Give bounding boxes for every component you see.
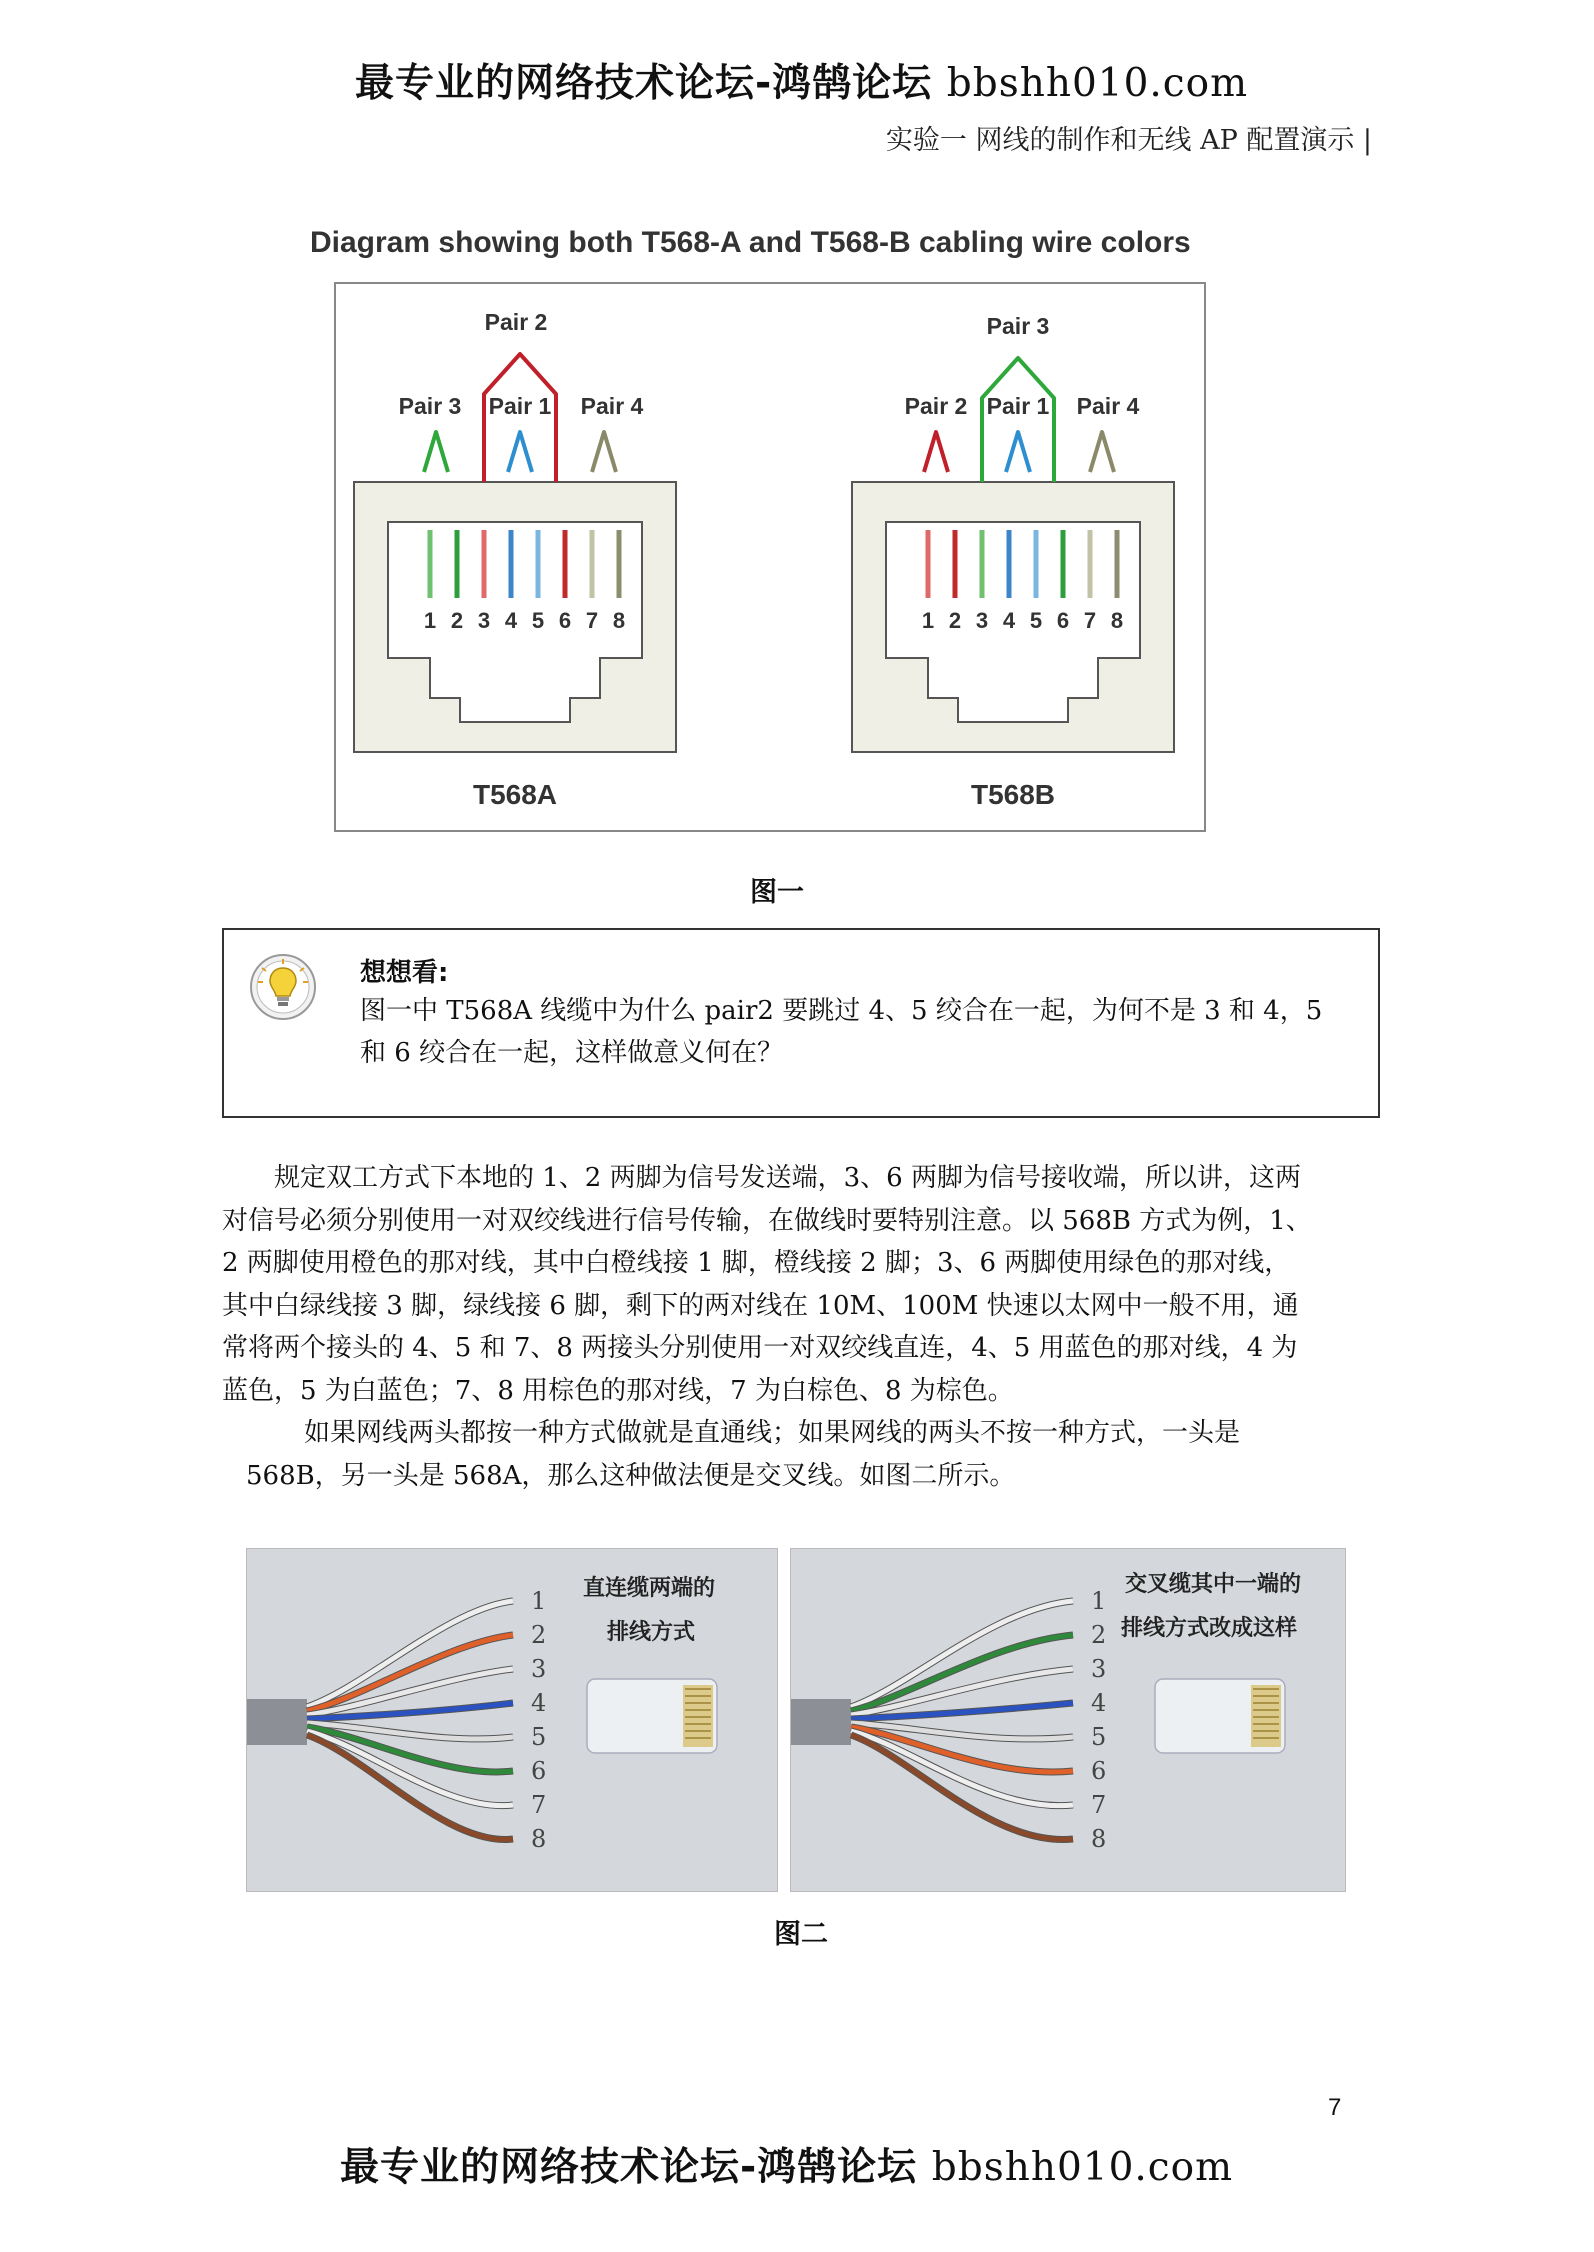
crossover-label-1: 交叉缆其中一端的 <box>1125 1572 1302 1597</box>
figure1-title: Diagram showing both T568-A and T568-B cabling wire colors <box>310 226 1191 259</box>
crossover-cable-wires <box>791 1549 1345 1891</box>
body-line-4: 其中白绿线接 3 脚，绿线接 6 脚，剩下的两对线在 10M、100M 快速以太网中一般不用，通 <box>222 1290 1299 1321</box>
wire-number: 4 <box>1091 1689 1107 1717</box>
straight-label-1: 直连缆两端的 <box>583 1576 716 1601</box>
pin-number: 3 <box>975 608 989 633</box>
wire-number: 1 <box>1091 1587 1107 1615</box>
think-line-1: 图一中 T568A 线缆中为什么 pair2 要跳过 4、5 绞合在一起，为何不是 3 和 4，5 <box>360 996 1323 1026</box>
pin-number: 6 <box>1056 608 1070 633</box>
header-site-link[interactable]: bbshh010.com <box>946 61 1249 106</box>
body-line-7: 如果网线两头都按一种方式做就是直通线；如果网线的两头不按一种方式，一头是 <box>304 1418 1241 1448</box>
wire-number: 8 <box>531 1825 547 1853</box>
standard-name: T568A <box>472 779 558 810</box>
cable-jacket <box>247 1699 307 1745</box>
wire-number: 8 <box>1091 1825 1107 1853</box>
think-line-2: 和 6 绞合在一起，这样做意义何在？ <box>360 1038 784 1068</box>
header-banner-text: 最专业的网络技术论坛-鸿鹄论坛 <box>355 61 933 106</box>
header-banner <box>355 52 1248 108</box>
body-line-5: 常将两个接头的 4、5 和 7、8 两接头分别使用一对双绞线直连，4、5 用蓝色的那对线，4 为 <box>222 1333 1298 1363</box>
header-subtitle: 实验一 网线的制作和无线 AP 配置演示 | <box>885 125 1372 156</box>
wire-number: 5 <box>531 1723 547 1751</box>
pin-number: 8 <box>1110 608 1124 633</box>
standard-name: T568B <box>970 779 1056 810</box>
wire-number: 5 <box>1091 1723 1107 1751</box>
pin-number: 5 <box>531 608 545 633</box>
straight-cable-photo <box>246 1548 778 1892</box>
wire-number: 2 <box>531 1621 547 1649</box>
crossover-cable-photo <box>790 1548 1346 1892</box>
pair-label: Pair 1 <box>488 393 552 419</box>
pair-label: Pair 3 <box>986 313 1050 339</box>
pin-number: 1 <box>921 608 935 633</box>
footer-banner <box>340 2136 1233 2192</box>
cable-jacket <box>791 1699 851 1745</box>
pair-label: Pair 1 <box>986 393 1050 419</box>
pin-number: 4 <box>504 608 518 633</box>
page-number: 7 <box>1328 2094 1342 2121</box>
body-line-1: 规定双工方式下本地的 1、2 两脚为信号发送端，3、6 两脚为信号接收端，所以讲，这两 <box>274 1163 1301 1193</box>
pin-number: 1 <box>423 608 437 633</box>
crossover-label-2: 排线方式改成这样 <box>1121 1616 1298 1641</box>
figure1-diagram <box>334 282 1206 832</box>
wire-number: 7 <box>1091 1791 1107 1819</box>
pin-number: 4 <box>1002 608 1016 633</box>
pair-label: Pair 2 <box>904 393 968 419</box>
body-line-2: 对信号必须分别使用一对双绞线进行信号传输，在做线时要特别注意。以 568B 方式为例，1、 <box>222 1205 1312 1236</box>
pin-number: 3 <box>477 608 491 633</box>
pair-label: Pair 2 <box>484 309 548 335</box>
figure2-caption: 图二 <box>774 1919 828 1950</box>
think-title: 想想看: <box>360 958 449 988</box>
lightbulb-icon <box>248 952 318 1022</box>
wire-number: 4 <box>531 1689 547 1717</box>
straight-label-2: 排线方式 <box>607 1620 696 1645</box>
pin-number: 7 <box>1083 608 1097 633</box>
pin-number: 2 <box>450 608 464 633</box>
wire-number: 1 <box>531 1587 547 1615</box>
pair-label: Pair 3 <box>398 393 462 419</box>
wire-number: 7 <box>531 1791 547 1819</box>
wire-number: 3 <box>1091 1655 1107 1683</box>
body-line-6: 蓝色，5 为白蓝色；7、8 用棕色的那对线，7 为白棕色、8 为棕色。 <box>222 1375 1014 1406</box>
footer-banner-text: 最专业的网络技术论坛-鸿鹄论坛 <box>340 2145 918 2190</box>
wire-number: 6 <box>1091 1757 1107 1785</box>
figure1-caption: 图一 <box>750 877 804 908</box>
body-line-3: 2 两脚使用橙色的那对线，其中白橙线接 1 脚，橙线接 2 脚；3、6 两脚使用绿色的那对线， <box>222 1248 1291 1278</box>
body-text <box>222 1157 1358 1497</box>
wire-number: 6 <box>531 1757 547 1785</box>
pair-label: Pair 4 <box>580 393 644 419</box>
pin-number: 6 <box>558 608 572 633</box>
wire-number: 3 <box>531 1655 547 1683</box>
pair-label: Pair 4 <box>1076 393 1140 419</box>
pin-number: 5 <box>1029 608 1043 633</box>
pin-number: 8 <box>612 608 626 633</box>
pin-number: 2 <box>948 608 962 633</box>
think-box <box>222 928 1380 1118</box>
footer-site-link[interactable]: bbshh010.com <box>931 2145 1234 2190</box>
pin-number: 7 <box>585 608 599 633</box>
body-line-8: 568B，另一头是 568A，那么这种做法便是交叉线。如图二所示。 <box>246 1460 1016 1491</box>
wire-number: 2 <box>1091 1621 1107 1649</box>
